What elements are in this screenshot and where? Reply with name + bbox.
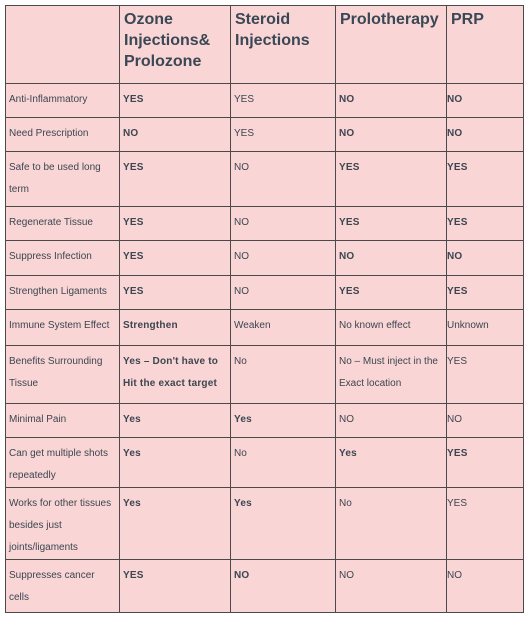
table-cell	[336, 346, 447, 404]
row-label: Anti-Inflammatory	[9, 94, 88, 105]
table-row	[6, 241, 524, 276]
row-label: Suppress Infection	[9, 251, 92, 262]
row-label: Safe to be used long term	[9, 162, 101, 195]
row-label: Suppresses cancer cells	[9, 570, 95, 603]
row-label-cell	[6, 118, 120, 152]
table-cell	[120, 488, 231, 560]
cell-value: No	[339, 498, 352, 509]
table-cell	[120, 118, 231, 152]
table-cell	[231, 310, 336, 346]
table-cell	[120, 438, 231, 488]
row-label: Benefits Surrounding Tissue	[9, 356, 103, 389]
row-label-cell	[6, 276, 120, 310]
cell-value: NO	[447, 94, 463, 105]
table-cell	[447, 404, 524, 438]
cell-value: NO	[447, 128, 463, 139]
table-cell	[336, 84, 447, 118]
table-cell	[447, 438, 524, 488]
row-label-cell	[6, 404, 120, 438]
table-cell	[120, 152, 231, 207]
header-cell-ozone	[120, 6, 231, 84]
table-cell	[231, 118, 336, 152]
row-label-cell	[6, 84, 120, 118]
cell-value: NO	[447, 414, 462, 425]
cell-value: Yes	[123, 448, 141, 459]
table-cell	[447, 488, 524, 560]
header-cell-prp	[447, 6, 524, 84]
table-row	[6, 488, 524, 560]
cell-value: Unknown	[447, 320, 489, 331]
table-cell	[447, 560, 524, 613]
table-cell	[336, 438, 447, 488]
row-label-cell	[6, 488, 120, 560]
table-cell	[231, 346, 336, 404]
cell-value: NO	[234, 251, 249, 262]
cell-value: Yes	[234, 414, 252, 425]
table-cell	[231, 488, 336, 560]
cell-value: NO	[447, 570, 462, 581]
table-cell	[120, 241, 231, 276]
table-row	[6, 152, 524, 207]
cell-value: YES	[234, 94, 255, 105]
row-label-cell	[6, 438, 120, 488]
cell-value: NO	[339, 128, 355, 139]
cell-value: NO	[339, 414, 354, 425]
table-cell	[231, 560, 336, 613]
table-cell	[231, 152, 336, 207]
table-cell	[120, 560, 231, 613]
cell-value: NO	[339, 94, 355, 105]
cell-value: YES	[123, 286, 144, 297]
header-label: Ozone Injections& Prolozone	[124, 11, 211, 70]
header-label	[6, 6, 119, 9]
cell-value: Weaken	[234, 320, 271, 331]
row-label: Minimal Pain	[9, 414, 67, 425]
table-row	[6, 84, 524, 118]
table-row	[6, 404, 524, 438]
cell-value: Yes – Don't have to Hit the exact target	[123, 356, 219, 389]
cell-value: No – Must inject in the Exact location	[339, 356, 438, 389]
header-cell-empty	[6, 6, 120, 84]
table-row	[6, 346, 524, 404]
cell-value: NO	[234, 217, 249, 228]
cell-value: NO	[123, 128, 139, 139]
cell-value: Yes	[123, 414, 141, 425]
header-label: Prolotherapy	[340, 11, 439, 28]
row-label: Works for other tissues besides just joints/ligaments	[9, 498, 112, 553]
table-cell	[447, 152, 524, 207]
row-label: Regenerate Tissue	[9, 217, 93, 228]
header-row	[6, 6, 524, 84]
cell-value: NO	[447, 251, 463, 262]
cell-value: YES	[123, 162, 144, 173]
cell-value: Yes	[234, 498, 252, 509]
cell-value: NO	[234, 162, 249, 173]
cell-value: YES	[447, 498, 468, 509]
cell-value: Yes	[339, 448, 357, 459]
table-cell	[447, 207, 524, 241]
cell-value: YES	[447, 356, 468, 367]
cell-value: No	[234, 356, 247, 367]
cell-value: YES	[123, 94, 144, 105]
table-row	[6, 276, 524, 310]
table-cell	[231, 438, 336, 488]
cell-value: YES	[447, 162, 468, 173]
row-label: Can get multiple shots repeatedly	[9, 448, 108, 481]
table-cell	[120, 276, 231, 310]
table-row	[6, 207, 524, 241]
row-label-cell	[6, 241, 120, 276]
row-label: Need Prescription	[9, 128, 89, 139]
table-cell	[336, 488, 447, 560]
table-cell	[447, 346, 524, 404]
row-label-cell	[6, 310, 120, 346]
cell-value: YES	[447, 448, 468, 459]
table-cell	[447, 310, 524, 346]
table-cell	[336, 118, 447, 152]
cell-value: YES	[123, 251, 144, 262]
table-cell	[120, 404, 231, 438]
cell-value: Strengthen	[123, 320, 178, 331]
table-cell	[336, 404, 447, 438]
cell-value: YES	[234, 128, 255, 139]
table-cell	[336, 276, 447, 310]
table-row	[6, 118, 524, 152]
row-label-cell	[6, 560, 120, 613]
row-label-cell	[6, 152, 120, 207]
cell-value: No	[234, 448, 247, 459]
table-cell	[447, 241, 524, 276]
header-cell-prolotherapy	[336, 6, 447, 84]
table-cell	[231, 404, 336, 438]
comparison-table	[5, 5, 524, 613]
cell-value: NO	[339, 570, 354, 581]
table-cell	[447, 84, 524, 118]
table-cell	[336, 560, 447, 613]
header-label: Steroid Injections	[235, 11, 310, 49]
row-label-cell	[6, 346, 120, 404]
cell-value: Yes	[123, 498, 141, 509]
row-label: Strengthen Ligaments	[9, 286, 107, 297]
cell-value: YES	[123, 217, 144, 228]
table-row	[6, 560, 524, 613]
cell-value: NO	[234, 286, 249, 297]
cell-value: NO	[339, 251, 355, 262]
table-cell	[336, 207, 447, 241]
cell-value: YES	[339, 217, 360, 228]
table-cell	[447, 118, 524, 152]
table-cell	[231, 84, 336, 118]
table-cell	[120, 207, 231, 241]
cell-value: No known effect	[339, 320, 411, 331]
table-cell	[336, 310, 447, 346]
table-cell	[231, 241, 336, 276]
table-cell	[231, 276, 336, 310]
header-label: PRP	[451, 11, 484, 28]
cell-value: NO	[234, 570, 250, 581]
table-cell	[336, 241, 447, 276]
table-cell	[120, 84, 231, 118]
cell-value: YES	[447, 217, 468, 228]
table-cell	[231, 207, 336, 241]
cell-value: YES	[339, 162, 360, 173]
cell-value: YES	[123, 570, 144, 581]
cell-value: YES	[447, 286, 468, 297]
table-cell	[447, 276, 524, 310]
table-row	[6, 438, 524, 488]
table-cell	[336, 152, 447, 207]
header-cell-steroid	[231, 6, 336, 84]
table-cell	[120, 346, 231, 404]
row-label: Immune System Effect	[9, 320, 110, 331]
table-row	[6, 310, 524, 346]
row-label-cell	[6, 207, 120, 241]
cell-value: YES	[339, 286, 360, 297]
table-cell	[120, 310, 231, 346]
